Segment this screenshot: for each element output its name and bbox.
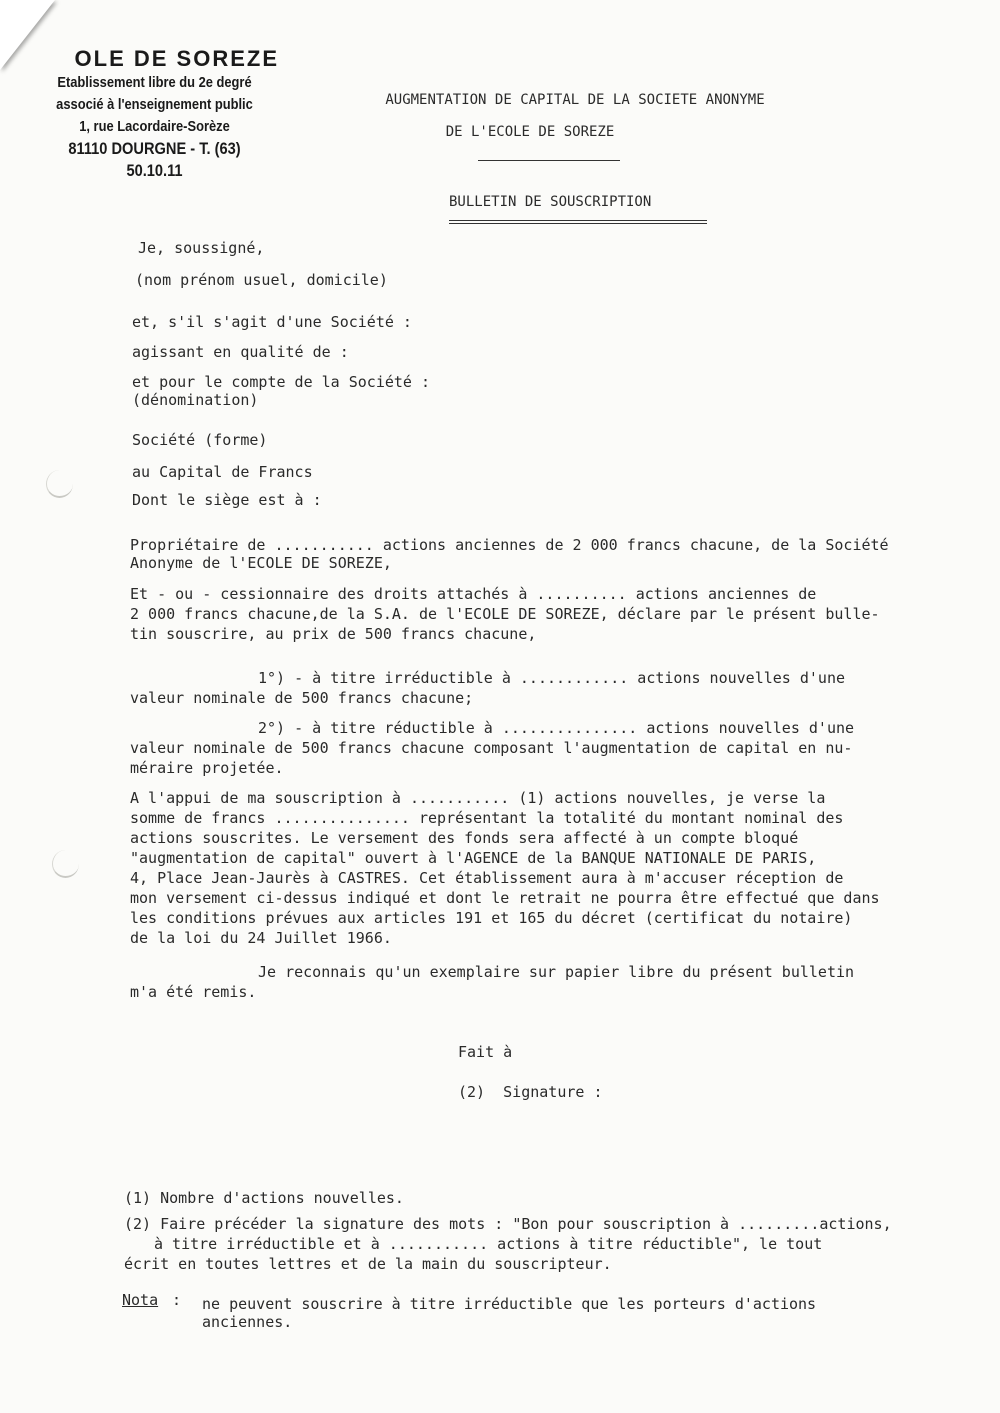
footnote-2-line-1: (2) Faire précéder la signature des mots : "Bon pour souscription à .........actions, [124, 1215, 892, 1233]
letterhead-address: 1, rue Lacordaire-Sorèze [79, 118, 230, 135]
signature-label: (2) Signature : [458, 1083, 603, 1101]
fait-a: Fait à [458, 1043, 513, 1061]
nota-line-1: ne peuvent souscrire à titre irréductible que les porteurs d'actions [202, 1295, 817, 1313]
body-p3-line-6: mon versement ci-dessus indiqué et dont le retrait ne pourra être effectué que dans [130, 889, 880, 907]
form-title: BULLETIN DE SOUSCRIPTION [449, 194, 652, 210]
body-p3-line-4: "augmentation de capital" ouvert à l'AGENCE de la BANQUE NATIONALE DE PARIS, [130, 849, 817, 867]
letterhead-phone: 81110 DOURGNE - T. (63) 50.10.11 [68, 139, 241, 180]
body-item-2-line-3: méraire projetée. [130, 759, 284, 777]
nota-separator: : [172, 1291, 182, 1309]
footnote-2-line-2: à titre irréductible et à ........... actions à titre réductible", le tout [154, 1235, 823, 1253]
letterhead-line-1: Etablissement libre du 2e degré [57, 74, 252, 91]
body-p1-line-1: Propriétaire de ........... actions anciennes de 2 000 francs chacune, de la Société [130, 536, 889, 554]
body-p4-line-2: m'a été remis. [130, 983, 257, 1001]
body-item-2-line-1: 2°) - à titre réductible à ............... actions nouvelles d'une [258, 719, 855, 737]
field-si-societe: et, s'il s'agit d'une Société : [132, 313, 412, 331]
body-p3-line-5: 4, Place Jean-Jaurès à CASTRES. Cet établissement aura à m'accuser réception de [130, 869, 844, 887]
title-line-1: AUGMENTATION DE CAPITAL DE LA SOCIETE ANONYME [385, 92, 765, 108]
body-item-1-line-1: 1°) - à titre irréductible à ............ actions nouvelles d'une [258, 669, 845, 687]
body-item-1-line-2: valeur nominale de 500 francs chacune; [130, 689, 474, 707]
field-je-soussigne: Je, soussigné, [138, 239, 265, 257]
field-forme: Société (forme) [132, 431, 268, 449]
field-pour-compte: et pour le compte de la Société : [132, 373, 431, 391]
body-p3-line-7: les conditions prévues aux articles 191 et 165 du décret (certificat du notaire) [130, 909, 853, 927]
body-p3-line-2: somme de francs ............... représentant la totalité du montant nominal des [130, 809, 844, 827]
letterhead [22, 46, 287, 182]
body-p2-line-3: tin souscrire, au prix de 500 francs chacune, [130, 625, 537, 643]
school-name: OLE DE SOREZE [74, 46, 279, 71]
nota-label: Nota [122, 1291, 159, 1309]
punch-hole-top [46, 470, 73, 498]
nota-line-2: anciennes. [202, 1313, 293, 1331]
body-p3-line-8: de la loi du 24 Juillet 1966. [130, 929, 392, 947]
body-p1-line-2: Anonyme de l'ECOLE DE SOREZE, [130, 554, 392, 572]
footnote-2-line-3: écrit en toutes lettres et de la main du souscripteur. [124, 1255, 612, 1273]
punch-hole-bottom [52, 850, 79, 878]
title-line-2: DE L'ECOLE DE SOREZE [445, 124, 615, 140]
body-p4-line-1: Je reconnais qu'un exemplaire sur papier libre du présent bulletin [258, 963, 855, 981]
body-item-2-line-2: valeur nominale de 500 francs chacune composant l'augmentation de capital en nu- [130, 739, 853, 757]
form-title-double-rule [449, 220, 707, 224]
body-p3-line-3: actions souscrites. Le versement des fonds sera affecté à un compte bloqué [130, 829, 799, 847]
letterhead-line-2: associé à l'enseignement public [56, 96, 253, 113]
body-p2-line-2: 2 000 francs chacune,de la S.A. de l'ECOLE DE SOREZE, déclare par le présent bulle- [130, 605, 880, 623]
field-nom: (nom prénom usuel, domicile) [135, 271, 388, 289]
body-p2-line-1: Et - ou - cessionnaire des droits attachés à .......... actions anciennes de [130, 585, 817, 603]
title-rule [478, 160, 620, 161]
body-p3-line-1: A l'appui de ma souscription à ........... (1) actions nouvelles, je verse la [130, 789, 826, 807]
field-qualite: agissant en qualité de : [132, 343, 349, 361]
field-denomination: (dénomination) [132, 391, 259, 409]
footnote-1: (1) Nombre d'actions nouvelles. [124, 1189, 404, 1207]
field-siege: Dont le siège est à : [132, 491, 322, 509]
field-capital: au Capital de Francs [132, 463, 313, 481]
